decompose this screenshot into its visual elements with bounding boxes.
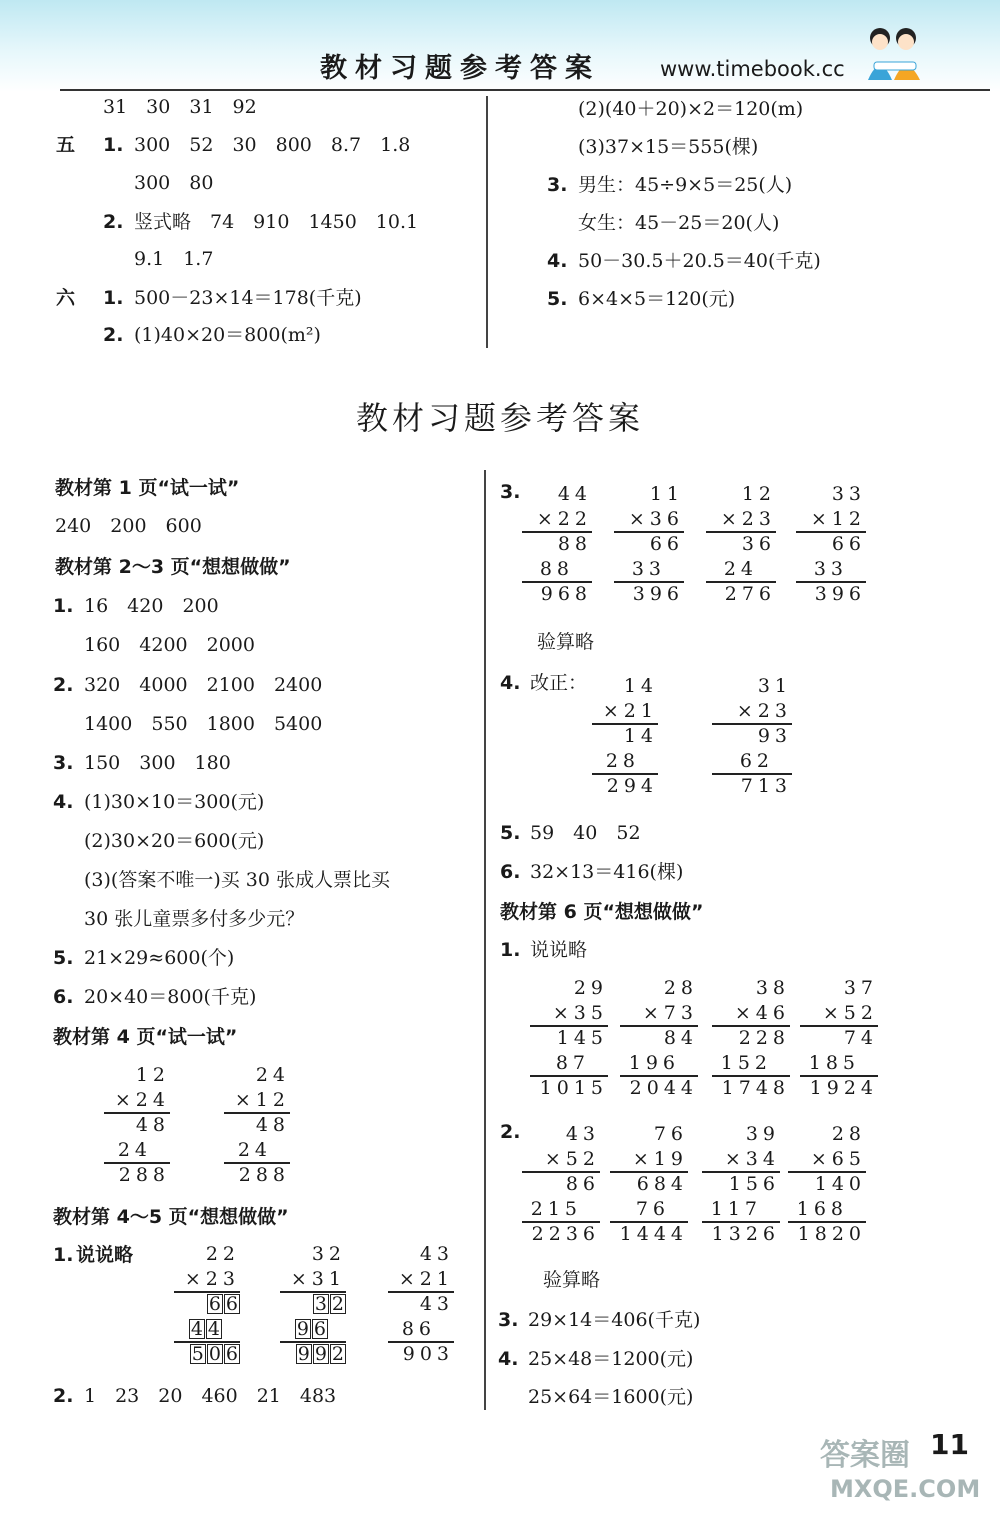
answer-line: 31 30 31 92 — [103, 96, 257, 118]
calc-multiplicand: 22 — [205, 1243, 240, 1265]
answer-line: 59 40 52 — [530, 822, 641, 844]
calc-product: 396 — [632, 583, 684, 605]
calc-rule — [592, 773, 658, 775]
calc-multiplier: ×12 — [810, 508, 866, 530]
calc-rule — [702, 1171, 780, 1173]
calc-product: 1015 — [539, 1077, 608, 1099]
item-number: 2. — [53, 674, 74, 696]
calc-multiplier: ×52 — [544, 1148, 600, 1170]
answer-line: (2)30×20＝600(元) — [84, 830, 265, 852]
calc-rule — [530, 1075, 608, 1077]
calc-product: 396 — [814, 583, 866, 605]
calc-rule — [702, 1221, 780, 1223]
calc-rule — [522, 581, 592, 583]
calc-product: 1444 — [619, 1223, 688, 1245]
calc-rule — [104, 1162, 170, 1164]
answer-line: (2)(40＋20)×2＝120(m) — [578, 98, 804, 120]
calc-partial-product: 33 — [813, 558, 848, 580]
answer-line: 20×40＝800(千克) — [84, 986, 257, 1008]
calc-partial-product: 88 — [557, 533, 592, 555]
calc-rule — [522, 1221, 600, 1223]
calc-rule — [224, 1162, 290, 1164]
vertical-calculation — [620, 977, 698, 1101]
main-column-divider — [484, 470, 486, 1410]
answer-line: 300 52 30 800 8.7 1.8 — [134, 134, 411, 156]
answer-line: 25×48＝1200(元) — [528, 1348, 694, 1370]
calc-multiplier: ×52 — [822, 1002, 878, 1024]
top-column-divider — [486, 96, 488, 348]
item-number: 4. — [53, 791, 74, 813]
item-number: 1. — [500, 939, 521, 961]
calc-partial-product — [206, 1293, 240, 1315]
answer-line: 1400 550 1800 5400 — [84, 713, 323, 735]
header-url[interactable]: www.timebook.cc — [660, 57, 845, 81]
calc-product: 903 — [402, 1343, 454, 1365]
item-number: 6. — [500, 861, 521, 883]
calc-rule — [388, 1291, 454, 1293]
boxed-digit: 4 — [207, 1318, 220, 1340]
section-number: 六 — [56, 287, 76, 309]
calc-partial-product: 33 — [631, 558, 666, 580]
calc-product — [189, 1343, 240, 1365]
vertical-calculation — [712, 675, 792, 799]
calc-rule — [788, 1221, 866, 1223]
calc-multiplicand: 39 — [745, 1123, 780, 1145]
calc-partial-product: 84 — [663, 1027, 698, 1049]
calc-rule — [706, 581, 776, 583]
section-title: 教材习题参考答案 — [355, 399, 644, 437]
boxed-digit: 4 — [190, 1318, 203, 1340]
calc-rule — [522, 1171, 600, 1173]
item-number: 4. — [547, 250, 568, 272]
boxed-digit: 6 — [225, 1293, 238, 1315]
answer-line: (1)30×10＝300(元) — [84, 791, 265, 813]
calc-rule — [712, 773, 792, 775]
answer-line: 150 300 180 — [84, 752, 231, 774]
item-number: 2. — [103, 211, 124, 233]
item-number: 2. — [500, 1121, 521, 1143]
answer-line: 50－30.5＋20.5＝40(千克) — [578, 250, 821, 272]
boxed-digit: 0 — [208, 1343, 221, 1365]
calc-partial-product: 156 — [728, 1173, 780, 1195]
calc-multiplier: ×65 — [810, 1148, 866, 1170]
answer-line: 32×13＝416(棵) — [530, 861, 684, 883]
calc-partial-product: 152 — [720, 1052, 772, 1074]
calc-partial-product: 93 — [757, 725, 792, 747]
calc-multiplicand: 76 — [653, 1123, 688, 1145]
calc-partial-product: 196 — [628, 1052, 680, 1074]
item-number: 2. — [53, 1385, 74, 1407]
calc-partial-product: 86 — [401, 1318, 436, 1340]
calc-rule — [796, 581, 866, 583]
calc-rule — [800, 1075, 878, 1077]
item-number: 1. — [103, 287, 124, 309]
calc-multiplier: ×19 — [632, 1148, 688, 1170]
calc-rule — [788, 1171, 866, 1173]
calc-partial-product: 66 — [649, 533, 684, 555]
calc-partial-product: 62 — [739, 750, 774, 772]
calc-partial-product: 66 — [831, 533, 866, 555]
watermark-url: MXQE.COM — [830, 1475, 981, 1503]
item-number: 3. — [498, 1309, 519, 1331]
calc-multiplicand: 24 — [255, 1064, 290, 1086]
calc-partial-product: 48 — [135, 1114, 170, 1136]
calc-multiplicand: 11 — [649, 483, 684, 505]
calc-multiplicand: 12 — [741, 483, 776, 505]
calc-multiplicand: 37 — [843, 977, 878, 999]
calc-multiplicand: 29 — [573, 977, 608, 999]
vertical-calculation — [614, 483, 684, 607]
answer-line: 9.1 1.7 — [134, 248, 214, 270]
calc-partial-product — [312, 1293, 346, 1315]
vertical-calculation — [104, 1064, 170, 1188]
boxed-digit: 9 — [296, 1318, 309, 1340]
calc-multiplicand: 31 — [757, 675, 792, 697]
answer-line: 1 23 20 460 21 483 — [84, 1385, 337, 1407]
vertical-calculation — [800, 977, 878, 1101]
calc-rule — [592, 723, 658, 725]
answer-line: 160 4200 2000 — [84, 634, 255, 656]
calc-multiplicand: 43 — [565, 1123, 600, 1145]
vertical-calculation — [530, 977, 608, 1101]
answer-line: 竖式略 74 910 1450 10.1 — [134, 211, 419, 233]
calc-rule — [104, 1112, 170, 1114]
calc-partial-product: 117 — [710, 1198, 762, 1220]
header-rule — [60, 89, 990, 91]
verify-omitted: 验算略 — [543, 1269, 601, 1291]
answer-line: 29×14＝406(千克) — [528, 1309, 701, 1331]
calc-rule — [530, 1025, 608, 1027]
calc-product: 968 — [540, 583, 592, 605]
calc-multiplier: ×21 — [602, 700, 658, 722]
calc-partial-product: 24 — [723, 558, 758, 580]
calc-partial-product: 86 — [565, 1173, 600, 1195]
heading-p4-5: 教材第 4～5 页“想想做做” — [53, 1206, 289, 1228]
calc-rule — [388, 1341, 454, 1343]
heading-p6: 教材第 6 页“想想做做” — [500, 901, 704, 923]
watermark-logo: 答案圈 — [820, 1438, 910, 1473]
calc-rule — [796, 531, 866, 533]
calc-partial-product: 14 — [623, 725, 658, 747]
answer-line: (1)40×20＝800(m²) — [134, 324, 321, 346]
vertical-calculation — [712, 977, 790, 1101]
vertical-calculation — [796, 483, 866, 607]
vertical-calculation — [174, 1243, 240, 1367]
calc-multiplier: ×23 — [184, 1268, 240, 1290]
calc-partial-product: 74 — [843, 1027, 878, 1049]
say-omitted: 说说略 — [76, 1244, 134, 1266]
calc-multiplier: ×36 — [628, 508, 684, 530]
boxed-digit: 6 — [313, 1318, 326, 1340]
header-title: 教材习题参考答案 — [320, 53, 600, 84]
item-number: 3. — [500, 481, 521, 503]
calc-rule — [174, 1291, 240, 1293]
calc-partial-product: 145 — [556, 1027, 608, 1049]
calc-multiplier: ×21 — [398, 1268, 454, 1290]
calc-product: 2044 — [629, 1077, 698, 1099]
calc-multiplier: ×31 — [290, 1268, 346, 1290]
calc-rule — [280, 1291, 346, 1293]
calc-multiplier: ×23 — [720, 508, 776, 530]
calc-multiplicand: 33 — [831, 483, 866, 505]
answer-line: 25×64＝1600(元) — [528, 1386, 694, 1408]
calc-multiplicand: 12 — [135, 1064, 170, 1086]
calc-product: 288 — [238, 1164, 290, 1186]
heading-p2-3: 教材第 2～3 页“想想做做” — [55, 556, 291, 578]
calc-rule — [712, 1075, 790, 1077]
calc-multiplier: ×34 — [724, 1148, 780, 1170]
calc-rule — [706, 531, 776, 533]
answer-line: 男生：45÷9×5＝25(人) — [578, 174, 793, 196]
calc-multiplicand: 38 — [755, 977, 790, 999]
calc-multiplicand: 28 — [831, 1123, 866, 1145]
kids-illustration-icon — [860, 20, 930, 86]
calc-multiplicand: 14 — [623, 675, 658, 697]
calc-rule — [174, 1341, 240, 1343]
calc-multiplier: ×73 — [642, 1002, 698, 1024]
calc-partial-product: 684 — [636, 1173, 688, 1195]
calc-multiplier: ×23 — [736, 700, 792, 722]
boxed-digit: 5 — [191, 1343, 204, 1365]
boxed-digit: 9 — [297, 1343, 310, 1365]
vertical-calculation — [388, 1243, 454, 1367]
answer-line: 女生：45－25＝20(人) — [578, 212, 780, 234]
answer-line: 6×4×5＝120(元) — [578, 288, 736, 310]
calc-multiplier: ×22 — [536, 508, 592, 530]
correction-label: 改正： — [530, 672, 588, 694]
calc-rule — [620, 1075, 698, 1077]
item-number: 5. — [547, 288, 568, 310]
calc-partial-product: 215 — [530, 1198, 582, 1220]
calc-rule — [610, 1221, 688, 1223]
calc-multiplicand: 44 — [557, 483, 592, 505]
item-number: 1. — [53, 1244, 74, 1266]
calc-partial-product: 48 — [255, 1114, 290, 1136]
item-number: 4. — [498, 1348, 519, 1370]
calc-rule — [522, 531, 592, 533]
calc-product: 288 — [118, 1164, 170, 1186]
boxed-digit: 6 — [225, 1343, 238, 1365]
calc-partial-product — [188, 1318, 222, 1340]
calc-rule — [280, 1341, 346, 1343]
boxed-digit: 6 — [208, 1293, 221, 1315]
calc-product: 276 — [724, 583, 776, 605]
calc-partial-product: 36 — [741, 533, 776, 555]
vertical-calculation — [592, 675, 658, 799]
vertical-calculation — [522, 483, 592, 607]
calc-partial-product: 24 — [117, 1139, 152, 1161]
item-number: 1. — [53, 595, 74, 617]
vertical-calculation — [788, 1123, 866, 1247]
calc-partial-product: 87 — [555, 1052, 590, 1074]
item-number: 6. — [53, 986, 74, 1008]
calc-multiplicand: 28 — [663, 977, 698, 999]
item-number: 5. — [500, 822, 521, 844]
p1-answers: 240 200 600 — [55, 515, 202, 537]
answer-line: 21×29≈600(个) — [84, 947, 235, 969]
heading-p1-try: 教材第 1 页“试一试” — [55, 477, 240, 499]
answer-line: 500－23×14＝178(千克) — [134, 287, 362, 309]
calc-partial-product: 228 — [738, 1027, 790, 1049]
calc-multiplier: ×12 — [234, 1089, 290, 1111]
calc-multiplicand: 43 — [419, 1243, 454, 1265]
calc-partial-product: 185 — [808, 1052, 860, 1074]
calc-partial-product: 140 — [814, 1173, 866, 1195]
calc-partial-product — [294, 1318, 328, 1340]
calc-rule — [712, 723, 792, 725]
calc-rule — [614, 531, 684, 533]
section-number: 五 — [56, 134, 76, 156]
vertical-calculation — [706, 483, 776, 607]
answer-line: (3)(答案不唯一)买 30 张成人票比买 — [84, 869, 390, 891]
calc-rule — [712, 1025, 790, 1027]
heading-p4-try: 教材第 4 页“试一试” — [53, 1026, 238, 1048]
calc-partial-product: 28 — [605, 750, 640, 772]
say-omitted: 说说略 — [530, 939, 588, 961]
answer-line: 30 张儿童票多付多少元？ — [84, 908, 305, 930]
calc-partial-product: 88 — [539, 558, 574, 580]
page-number: 11 — [930, 1428, 969, 1461]
calc-rule — [224, 1112, 290, 1114]
vertical-calculation — [280, 1243, 346, 1367]
item-number: 3. — [53, 752, 74, 774]
vertical-calculation — [224, 1064, 290, 1188]
vertical-calculation — [702, 1123, 780, 1247]
calc-product — [295, 1343, 346, 1365]
calc-product: 1326 — [711, 1223, 780, 1245]
vertical-calculation — [610, 1123, 688, 1247]
calc-multiplicand: 32 — [311, 1243, 346, 1265]
calc-product: 1924 — [809, 1077, 878, 1099]
calc-rule — [620, 1025, 698, 1027]
item-number: 2. — [103, 324, 124, 346]
calc-rule — [610, 1171, 688, 1173]
calc-multiplier: ×46 — [734, 1002, 790, 1024]
boxed-digit: 3 — [314, 1293, 327, 1315]
item-number: 5. — [53, 947, 74, 969]
calc-multiplier: ×24 — [114, 1089, 170, 1111]
calc-rule — [614, 581, 684, 583]
item-number: 1. — [103, 134, 124, 156]
calc-rule — [800, 1025, 878, 1027]
answer-line: (3)37×15＝555(棵) — [578, 136, 759, 158]
answer-line: 320 4000 2100 2400 — [84, 674, 323, 696]
calc-partial-product: 24 — [237, 1139, 272, 1161]
verify-omitted: 验算略 — [537, 631, 595, 653]
calc-partial-product: 76 — [635, 1198, 670, 1220]
calc-partial-product: 43 — [419, 1293, 454, 1315]
calc-multiplier: ×35 — [552, 1002, 608, 1024]
item-number: 3. — [547, 174, 568, 196]
answer-line: 300 80 — [134, 172, 214, 194]
calc-partial-product: 168 — [796, 1198, 848, 1220]
boxed-digit: 2 — [331, 1293, 344, 1315]
vertical-calculation — [522, 1123, 600, 1247]
item-number: 4. — [500, 672, 521, 694]
boxed-digit: 9 — [314, 1343, 327, 1365]
calc-product: 1820 — [797, 1223, 866, 1245]
boxed-digit: 2 — [331, 1343, 344, 1365]
calc-product: 1748 — [721, 1077, 790, 1099]
answer-line: 16 420 200 — [84, 595, 219, 617]
calc-product: 2236 — [531, 1223, 600, 1245]
calc-product: 294 — [606, 775, 658, 797]
calc-product: 713 — [740, 775, 792, 797]
